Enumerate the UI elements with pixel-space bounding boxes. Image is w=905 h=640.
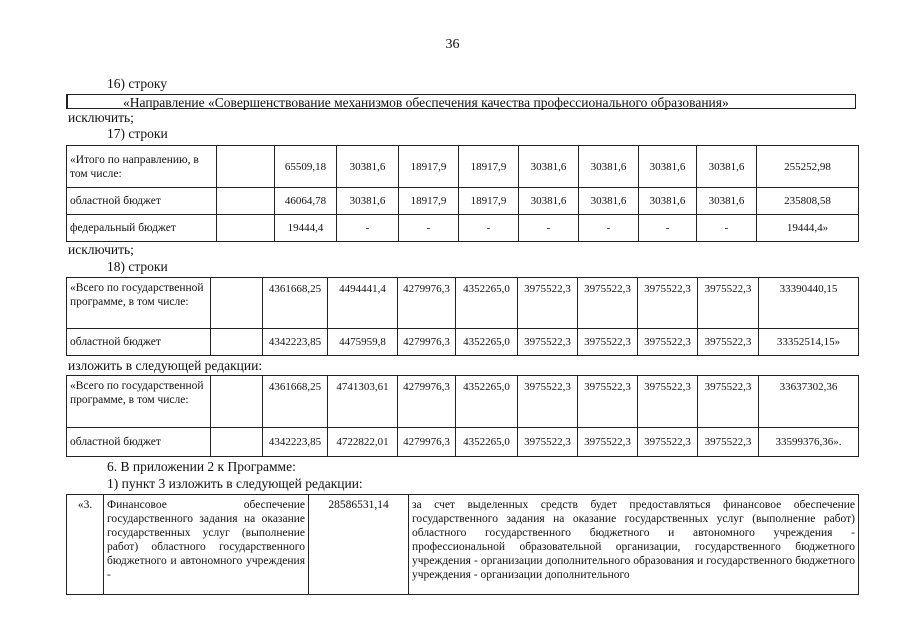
cell: 3975522,3 bbox=[518, 278, 578, 329]
empty-cell bbox=[211, 329, 263, 356]
cell: 30381,6 bbox=[337, 188, 399, 215]
cell: 4352265,0 bbox=[456, 329, 518, 356]
item-16-heading: 16) строку bbox=[107, 76, 168, 91]
cell: 33352514,15» bbox=[759, 329, 859, 356]
cell: 30381,6 bbox=[519, 146, 579, 188]
point-1-heading: 1) пункт 3 изложить в следующей редакции: bbox=[107, 476, 363, 491]
table-row bbox=[67, 215, 859, 242]
table-18-revised bbox=[66, 375, 859, 457]
cell: 3975522,3 bbox=[578, 278, 638, 329]
row-label: «Итого по направлению, в том числе: bbox=[67, 146, 217, 188]
cell: 19444,4» bbox=[757, 215, 859, 242]
cell: 3975522,3 bbox=[698, 428, 759, 457]
cell: 3975522,3 bbox=[698, 376, 759, 428]
cell: 30381,6 bbox=[639, 146, 697, 188]
cell: 30381,6 bbox=[579, 188, 639, 215]
cell: 235808,58 bbox=[757, 188, 859, 215]
cell: 4352265,0 bbox=[456, 278, 518, 329]
cell: 3975522,3 bbox=[698, 278, 759, 329]
cell: 4342223,85 bbox=[263, 329, 328, 356]
cell: 30381,6 bbox=[697, 146, 757, 188]
cell: 3975522,3 bbox=[638, 278, 698, 329]
cell: 4279976,3 bbox=[398, 329, 456, 356]
cell: 4722822,01 bbox=[328, 428, 398, 457]
empty-cell bbox=[217, 146, 275, 188]
table-row bbox=[67, 428, 859, 457]
amount: 28586531,14 bbox=[309, 495, 409, 595]
section-6-heading: 6. В приложении 2 к Программе: bbox=[107, 459, 296, 474]
cell: 4475959,8 bbox=[328, 329, 398, 356]
cell: 33637302,36 bbox=[759, 376, 859, 428]
cell: 33599376,36». bbox=[759, 428, 859, 457]
exclude-text-2: исключить; bbox=[68, 242, 134, 257]
cell: 33390440,15 bbox=[759, 278, 859, 329]
cell: 3975522,3 bbox=[578, 376, 638, 428]
empty-cell bbox=[217, 188, 275, 215]
cell: 4361668,25 bbox=[263, 376, 328, 428]
cell: 3975522,3 bbox=[518, 428, 578, 457]
cell: 3975522,3 bbox=[518, 376, 578, 428]
empty-cell bbox=[211, 376, 263, 428]
cell: 46064,78 bbox=[275, 188, 337, 215]
cell: 4741303,61 bbox=[328, 376, 398, 428]
cell: 3975522,3 bbox=[638, 428, 698, 457]
cell: - bbox=[337, 215, 399, 242]
measure-name: Финансовое обеспечение государственного задания на оказание государственных услуг (выполнение работ) областного государственного бюджетного и автономного учреждения - bbox=[104, 495, 309, 595]
cell: 65509,18 bbox=[275, 146, 337, 188]
cell: 3975522,3 bbox=[638, 376, 698, 428]
row-label: «Всего по государственной программе, в том числе: bbox=[67, 376, 211, 428]
cell: - bbox=[639, 215, 697, 242]
cell: 4342223,85 bbox=[263, 428, 328, 457]
cell: 3975522,3 bbox=[578, 428, 638, 457]
item-18-heading: 18) строки bbox=[107, 259, 168, 274]
row-label: федеральный бюджет bbox=[67, 215, 217, 242]
cell: 30381,6 bbox=[519, 188, 579, 215]
item-17-heading: 17) строки bbox=[107, 126, 168, 141]
cell: 4352265,0 bbox=[456, 428, 518, 457]
measure-description: за счет выделенных средств будет предоставляться финансовое обеспечение государственного задания на оказание государственных услуг (выполнение работ) областного государственного бюджетного и автономного учреждения - профессиональной образовательной организации, государственного бюджетного учреждения - организации дополнительного образования и государственного бюджетного учреждения - организации дополнительного bbox=[409, 495, 859, 595]
cell: - bbox=[519, 215, 579, 242]
cell: 4279976,3 bbox=[398, 376, 456, 428]
cell: 18917,9 bbox=[459, 146, 519, 188]
cell: 18917,9 bbox=[399, 146, 459, 188]
cell: 255252,98 bbox=[757, 146, 859, 188]
empty-cell bbox=[211, 278, 263, 329]
row-label: «Всего по государственной программе, в том числе: bbox=[67, 278, 211, 329]
cell: 4279976,3 bbox=[398, 428, 456, 457]
cell: 3975522,3 bbox=[518, 329, 578, 356]
row-label: областной бюджет bbox=[67, 428, 211, 457]
empty-cell bbox=[211, 428, 263, 457]
cell: 3975522,3 bbox=[638, 329, 698, 356]
row-label: областной бюджет bbox=[67, 329, 211, 356]
direction-row: «Направление «Совершенствование механизмов обеспечения качества профессионального образования» bbox=[66, 94, 856, 109]
exclude-text-1: исключить; bbox=[68, 110, 134, 125]
row-number: «3. bbox=[67, 495, 104, 595]
table-17 bbox=[66, 145, 859, 242]
cell: 3975522,3 bbox=[698, 329, 759, 356]
cell: 18917,9 bbox=[459, 188, 519, 215]
cell: - bbox=[579, 215, 639, 242]
cell: 18917,9 bbox=[399, 188, 459, 215]
cell: 4352265,0 bbox=[456, 376, 518, 428]
cell: 4361668,25 bbox=[263, 278, 328, 329]
cell: 3975522,3 bbox=[578, 329, 638, 356]
cell: 4279976,3 bbox=[398, 278, 456, 329]
restate-text: изложить в следующей редакции: bbox=[68, 358, 263, 373]
empty-cell bbox=[217, 215, 275, 242]
cell: 30381,6 bbox=[579, 146, 639, 188]
appendix-table bbox=[66, 494, 859, 595]
table-row bbox=[67, 278, 859, 329]
row-label: областной бюджет bbox=[67, 188, 217, 215]
table-row bbox=[67, 146, 859, 188]
table-row bbox=[67, 376, 859, 428]
cell: 30381,6 bbox=[639, 188, 697, 215]
cell: - bbox=[459, 215, 519, 242]
cell: - bbox=[399, 215, 459, 242]
cell: 30381,6 bbox=[697, 188, 757, 215]
cell: - bbox=[697, 215, 757, 242]
cell: 30381,6 bbox=[337, 146, 399, 188]
table-row bbox=[67, 329, 859, 356]
table-row bbox=[67, 495, 859, 595]
cell: 4494441,4 bbox=[328, 278, 398, 329]
table-18 bbox=[66, 277, 859, 356]
table-row bbox=[67, 188, 859, 215]
page-number: 36 bbox=[445, 37, 460, 52]
cell: 19444,4 bbox=[275, 215, 337, 242]
